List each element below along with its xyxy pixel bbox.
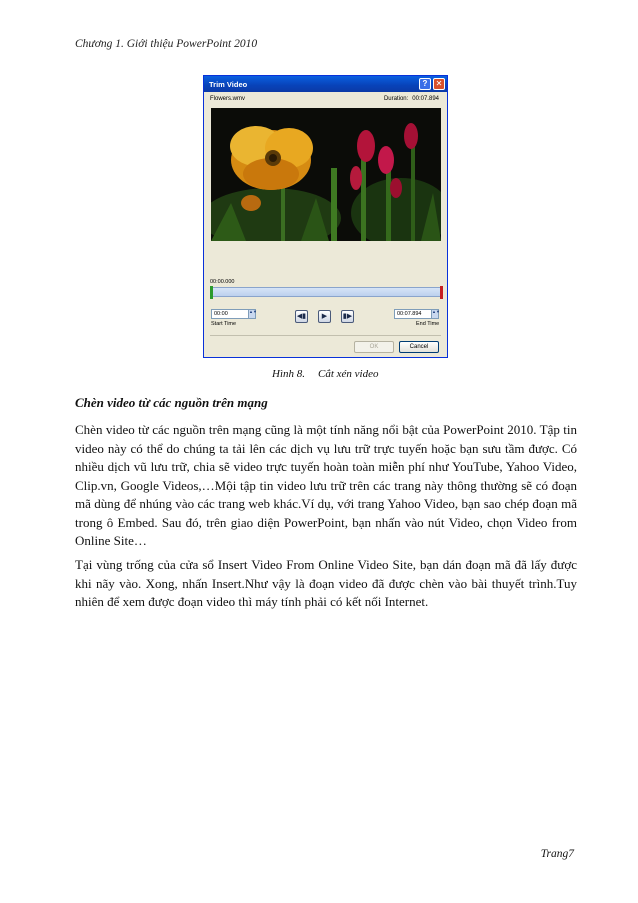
end-time-value: 00:07.894 [397,311,422,317]
close-button[interactable]: ✕ [433,78,445,90]
dialog-title: Trim Video [209,79,248,89]
section-heading: Chèn video từ các nguồn trên mạng [75,395,268,410]
previous-frame-button[interactable] [295,310,308,323]
end-time-label: End Time [416,321,440,327]
next-frame-icon: ▮▶ [342,313,353,320]
ok-button[interactable]: OK [354,341,394,353]
start-trim-handle[interactable] [210,286,213,299]
start-time-value: 00:00 [214,311,228,317]
running-header: Chương 1. Giới thiệu PowerPoint 2010 [75,38,258,50]
figure-caption-text: Cắt xén video [318,368,379,380]
video-preview [211,108,441,241]
figure-number: Hình 8. [272,368,305,380]
play-button[interactable] [318,310,331,323]
trim-timeline[interactable] [210,287,443,297]
body-paragraph: Tại vùng trống của cửa sổ Insert Video From Online Video Site, bạn dán đoạn mã đã lấy được khi nãy vào. Xong, nhấn Insert.Như vậy là đoạn video đã được chèn vào bài thuyết trình.Tuy nhiên để xem được đoạn video thì máy tính phải có kết nối Internet. [75,557,577,609]
body-paragraph: Chèn video từ các nguồn trên mạng cũng là một tính năng nổi bật của PowerPoint 2010. Tập tin video này có thể do chúng ta tải lên các dịch vụ lưu trữ trực tuyến hoặc bạn sưu tầm được. Có nhiều dịch vũ lưu trữ, chia sẽ video trực tuyến hoàn toàn miễn phí như YouTube, Yahoo Video, Clip.vn, Google Videos,…Mội tập tin video lưu trữ trên các trang này thông thường sẽ có đoạn mã dùng để nhúng vào các trang web khác.Ví dụ, với trang Yahoo Video, bạn sao chép đoạn mã trong ô Embed. Sau đó, trên giao diện PowerPoint, bạn nhấn vào nút Video, chọn Video from Online Site… [75,422,577,548]
spinner-arrows-icon[interactable]: ▲▼ [248,310,255,318]
help-button[interactable]: ? [419,78,431,90]
next-frame-button[interactable] [341,310,354,323]
duration-value: 00:07.894 [412,96,439,102]
page-number: Trang7 [540,848,574,860]
end-trim-handle[interactable] [440,286,443,299]
file-info-row [210,96,439,102]
start-time-spinner[interactable] [211,309,256,319]
dialog-titlebar[interactable] [204,76,447,92]
previous-frame-icon: ◀▮ [296,313,307,320]
end-time-spinner[interactable] [394,309,439,319]
flower-video-frame [211,108,441,241]
dialog-divider [210,335,441,336]
start-time-label: Start Time [211,321,237,327]
cancel-button[interactable]: Cancel [399,341,439,353]
file-name: Flowers.wmv [210,96,246,102]
play-icon: ▶ [321,313,328,320]
current-position-time: 00:00.000 [210,279,235,285]
trim-video-dialog [203,75,448,358]
spinner-arrows-icon[interactable]: ▲▼ [431,310,438,318]
duration-label: Duration: [383,96,409,102]
